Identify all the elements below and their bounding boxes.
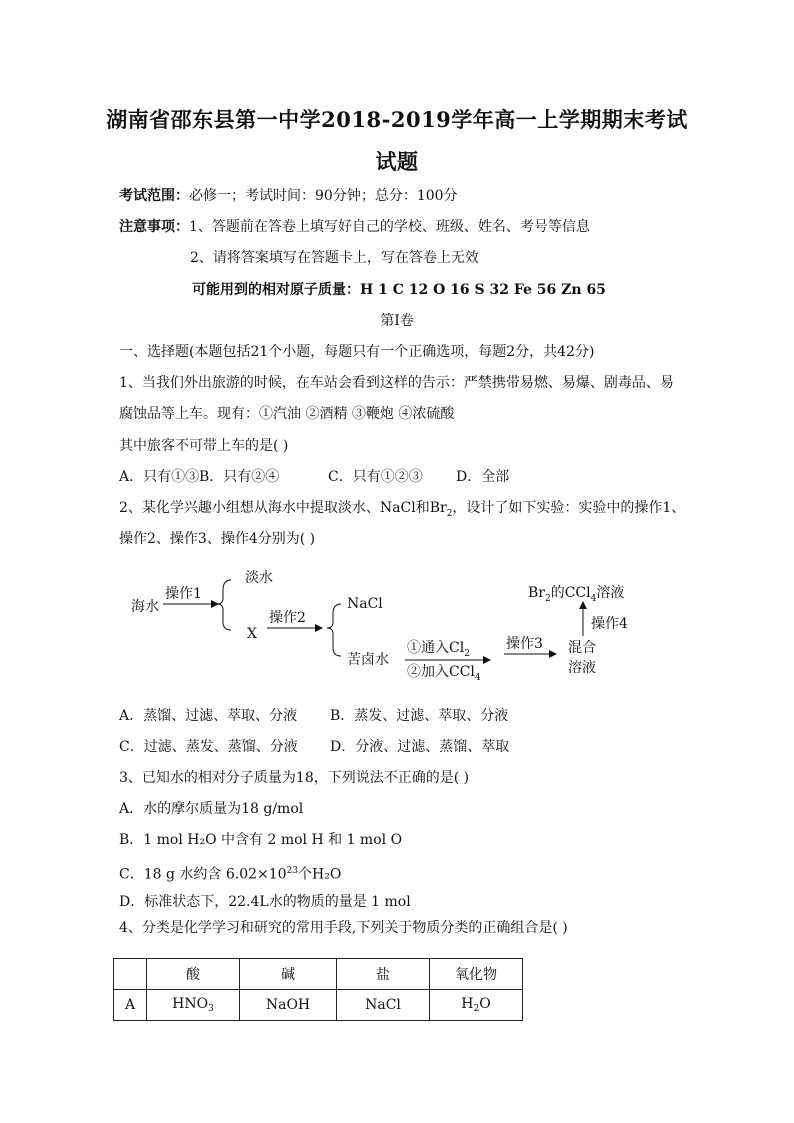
q2-line1-sub: 2 xyxy=(446,508,453,519)
q1-option-a: A．只有①③ xyxy=(119,469,200,485)
flow-op3: 操作3 xyxy=(506,636,543,652)
section1-heading: 一、选择题(本题包括21个小题，每题只有一个正确选项，每题2分，共42分) xyxy=(119,344,595,360)
exam-info-text: 必修一；考试时间：90分钟；总分：100分 xyxy=(189,188,458,204)
q1-option-b: B．只有②④ xyxy=(199,469,280,485)
q1-option-d: D．全部 xyxy=(456,469,510,485)
notes-item1-line xyxy=(119,217,590,237)
atomic-mass-line: 可能用到的相对原子质量：H 1 C 12 O 16 S 32 Fe 56 Zn 65 xyxy=(192,282,606,298)
flow-x: X xyxy=(247,626,257,642)
flow-product: $Br_2$的CCl$_4$溶液 xyxy=(528,585,625,604)
flow-op2: 操作2 xyxy=(269,610,306,626)
flow-op4: 操作4 xyxy=(591,616,628,632)
table-header-row xyxy=(114,959,523,990)
q3-option-a: A．水的摩尔质量为18 g/mol xyxy=(119,801,304,817)
q2-option-d: D．分液、过滤、蒸馏、萃取 xyxy=(330,739,510,755)
table-header-cell xyxy=(114,959,147,990)
flow-bittern: 苦卤水 xyxy=(347,652,389,668)
flow-op1: 操作1 xyxy=(165,586,202,602)
flow-freshwater: 淡水 xyxy=(245,570,273,586)
volume-label: 第Ⅰ卷 xyxy=(380,313,414,329)
flow-brace-2 xyxy=(327,604,341,656)
table-cell-base: NaOH xyxy=(240,990,337,1021)
q2-line1-b: ，设计了如下实验：实验中的操作1、 xyxy=(452,500,686,516)
q2-line1 xyxy=(119,498,685,524)
q2-option-b: B．蒸发、过滤、萃取、分液 xyxy=(330,708,509,724)
q2-line2: 操作2、操作3、操作4分别为( ) xyxy=(119,531,316,547)
q3-option-c-a: C．18 g 水约含 6.02×10 xyxy=(119,866,287,883)
notes-item2: 2、请将答案填写在答题卡上，写在答卷上无效 xyxy=(190,250,479,266)
q4-classification-table xyxy=(113,958,523,1021)
q4-stem: 4、分类是化学学习和研究的常用手段,下列关于物质分类的正确组合是( ) xyxy=(119,920,568,936)
q2-option-c: C．过滤、蒸发、蒸馏、分液 xyxy=(119,739,298,755)
flow-brace-1 xyxy=(217,580,231,630)
exam-info xyxy=(119,186,458,206)
flow-seawater: 海水 xyxy=(131,599,159,615)
exam-title-line2: 试题 xyxy=(375,149,419,174)
exam-info-label: 考试范围： xyxy=(119,188,189,204)
q1-line2: 腐蚀品等上车。现有：①汽油 ②酒精 ③鞭炮 ④浓硫酸 xyxy=(119,406,455,422)
flow-step-a: ①通入$Cl_2$ xyxy=(407,640,470,659)
table-header-cell: 氧化物 xyxy=(430,959,523,990)
table-cell-oxide: $H_2O$ xyxy=(430,990,523,1021)
q3-option-c-b: 个H₂O xyxy=(298,866,342,883)
table-row-label: A xyxy=(114,990,147,1021)
table-header-cell: 碱 xyxy=(240,959,337,990)
table-cell-salt: NaCl xyxy=(337,990,430,1021)
flow-step-b: ②加入CCl$_4$ xyxy=(407,664,481,683)
flow-mixed-1: 混合 xyxy=(568,640,596,656)
q1-option-c: C．只有①②③ xyxy=(328,469,423,485)
table-header-cell: 酸 xyxy=(147,959,240,990)
q1-line1: 1、当我们外出旅游的时候，在车站会看到这样的告示：严禁携带易燃、易爆、剧毒品、易 xyxy=(119,375,674,391)
q3-option-c xyxy=(119,861,341,885)
table-row xyxy=(114,990,523,1021)
notes-item1: 1、答题前在答卷上填写好自己的学校、班级、姓名、考号等信息 xyxy=(189,219,590,235)
q2-option-a: A．蒸馏、过滤、萃取、分液 xyxy=(119,708,298,724)
q3-stem: 3、已知水的相对分子质量为18，下列说法不正确的是( ) xyxy=(119,770,470,786)
notes-label: 注意事项： xyxy=(119,219,189,235)
table-header-cell: 盐 xyxy=(337,959,430,990)
q1-line3: 其中旅客不可带上车的是( ) xyxy=(119,438,289,454)
q2-flow-diagram xyxy=(119,562,649,687)
q3-option-c-sup: 23 xyxy=(286,866,299,876)
q2-line1-a: 2、某化学兴趣小组想从海水中提取淡水、NaCl和Br xyxy=(119,500,447,516)
flow-nacl: NaCl xyxy=(347,596,383,612)
q3-option-d: D．标准状态下，22.4L水的物质的量是 1 mol xyxy=(119,894,411,910)
exam-title-line1: 湖南省邵东县第一中学2018-2019学年高一上学期期末考试 xyxy=(106,107,688,132)
flow-mixed-2: 溶液 xyxy=(568,660,596,676)
table-cell-acid: $HNO_3$ xyxy=(147,990,240,1021)
q3-option-b: B．1 mol H₂O 中含有 2 mol H 和 1 mol O xyxy=(119,832,403,848)
